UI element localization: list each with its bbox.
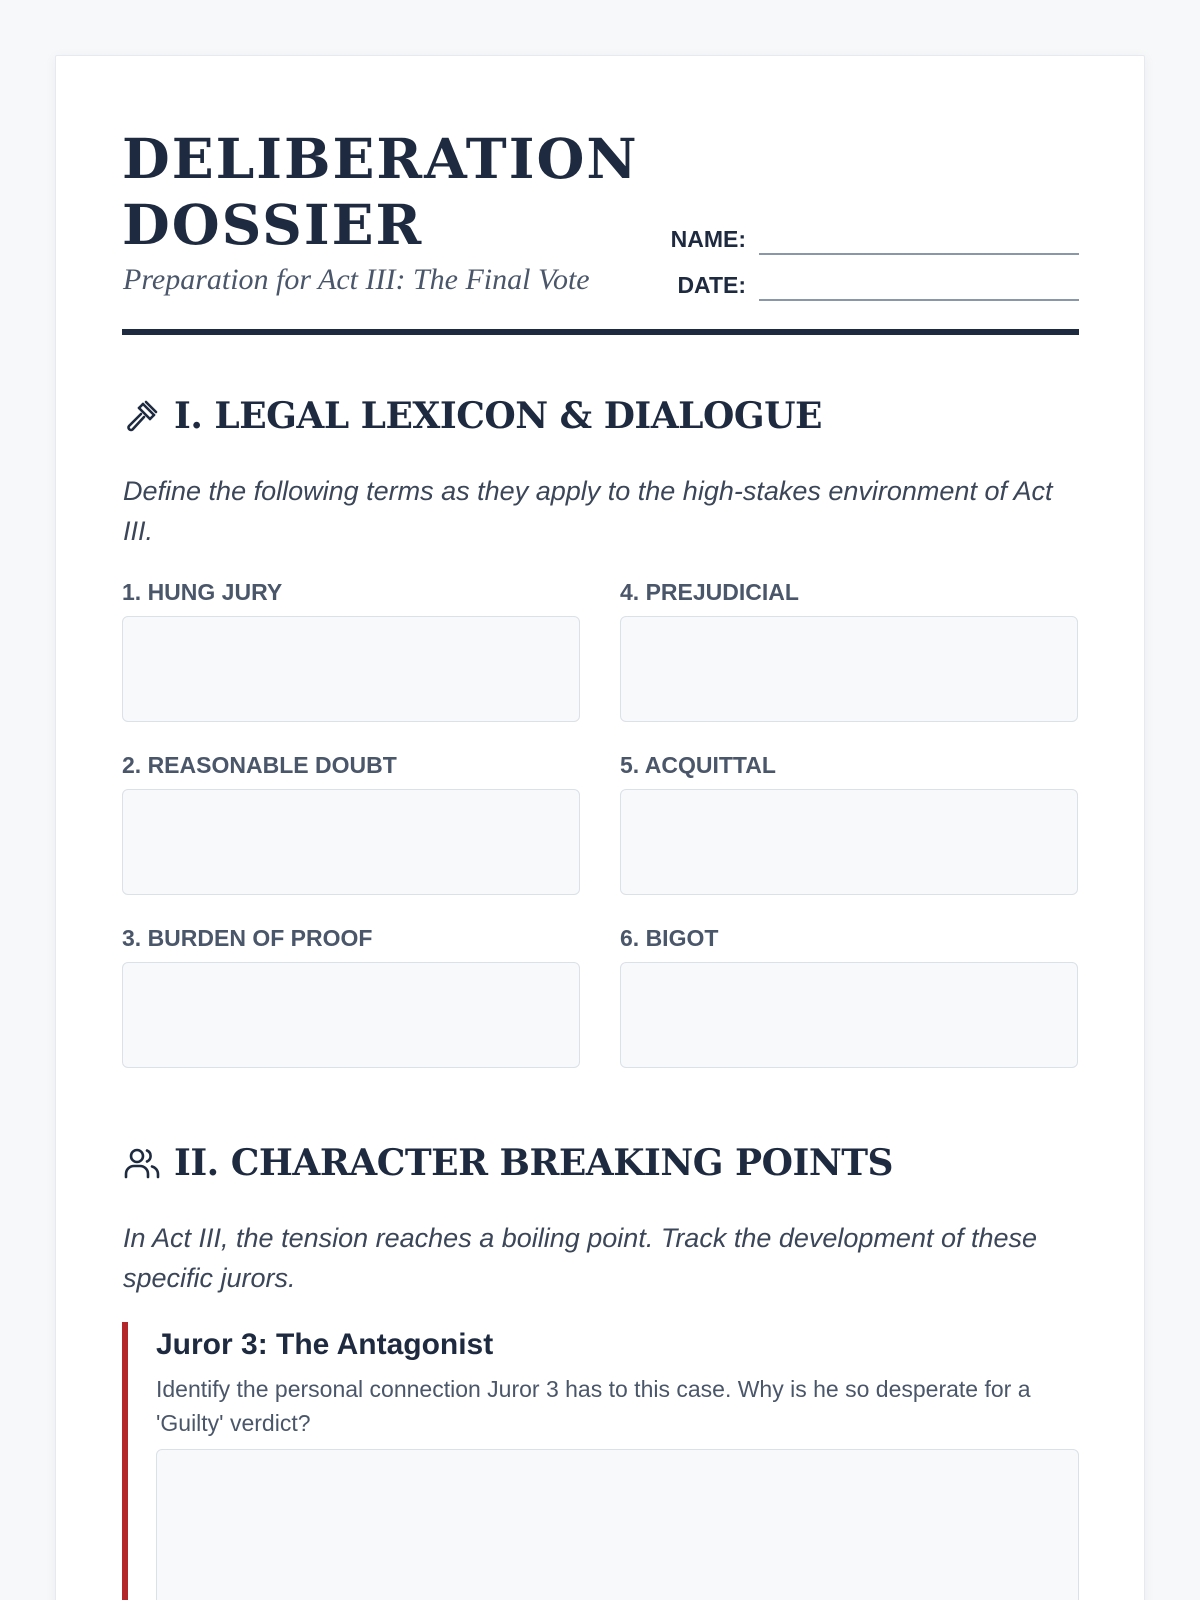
name-label: NAME: [670, 226, 746, 252]
users-icon [122, 1143, 162, 1183]
term-label-reasonable-doubt: 2. REASONABLE DOUBT [122, 752, 397, 778]
term-answer-box[interactable] [122, 962, 580, 1068]
date-field[interactable] [759, 299, 1079, 301]
juror-3-answer-box[interactable] [156, 1449, 1079, 1600]
section-1-instructions: Define the following terms as they apply to the high-stakes environment of Act III. [123, 476, 1053, 546]
term-answer-box[interactable] [620, 616, 1078, 722]
term-label-hung-jury: 1. HUNG JURY [122, 579, 283, 605]
page-subtitle: Preparation for Act III: The Final Vote [123, 263, 590, 296]
term-answer-box[interactable] [620, 789, 1078, 895]
section-1-title: I. LEGAL LEXICON & DIALOGUE [174, 395, 822, 437]
title-line-1: DELIBERATION [122, 126, 639, 191]
juror-accent-bar [122, 1322, 128, 1600]
section-2-heading [122, 1142, 893, 1184]
term-label-acquittal: 5. ACQUITTAL [620, 752, 776, 778]
header-divider [122, 329, 1079, 335]
term-label-prejudicial: 4. PREJUDICIAL [620, 579, 799, 605]
page-title [122, 126, 639, 258]
title-line-2: DOSSIER [122, 192, 424, 257]
term-label-burden-of-proof: 3. BURDEN OF PROOF [122, 925, 373, 951]
term-answer-box[interactable] [620, 962, 1078, 1068]
gavel-icon [122, 396, 162, 436]
term-answer-box[interactable] [122, 616, 580, 722]
term-answer-box[interactable] [122, 789, 580, 895]
section-2-title: II. CHARACTER BREAKING POINTS [174, 1142, 894, 1184]
name-field[interactable] [759, 253, 1079, 255]
date-label: DATE: [677, 272, 746, 298]
juror-3-prompt: Identify the personal connection Juror 3 has to this case. Why is he so desperate for a 'Guilty' verdict? [156, 1376, 1031, 1436]
term-label-bigot: 6. BIGOT [620, 925, 719, 951]
section-2-instructions: In Act III, the tension reaches a boiling point. Track the development of these specific jurors. [123, 1223, 1038, 1293]
section-1-heading [122, 395, 822, 437]
juror-3-title: Juror 3: The Antagonist [156, 1328, 494, 1361]
